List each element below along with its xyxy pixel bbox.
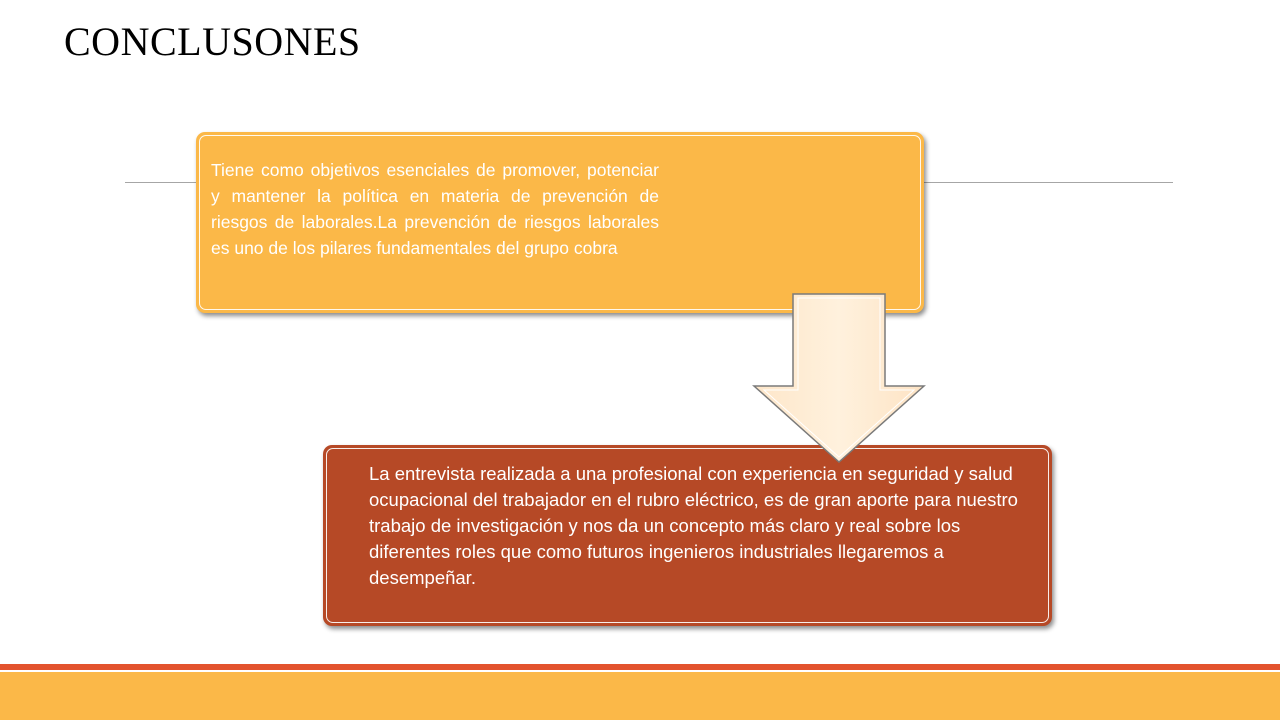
footer-accent-line — [0, 664, 1280, 670]
conclusion-box-bottom — [323, 445, 1052, 626]
conclusion-text-top: Tiene como objetivos esenciales de promover, potenciar y mantener la política en materia de prevención de riesgos de laborales.La prevención de riesgos laborales es uno de los pilares fundamentales del grupo cobra — [211, 160, 659, 258]
slide-title: CONCLUSONES — [64, 19, 361, 64]
footer-band — [0, 672, 1280, 720]
down-arrow-icon — [752, 292, 926, 464]
conclusion-text-bottom: La entrevista realizada a una profesional con experiencia en seguridad y salud ocupacional del trabajador en el rubro eléctrico, es de gran aporte para nuestro trabajo de investigación y nos da un concepto más claro y real sobre los diferentes roles que como futuros ingenieros industriales llegaremos a desempeñar. — [369, 463, 1018, 588]
conclusion-box-top — [196, 132, 924, 313]
